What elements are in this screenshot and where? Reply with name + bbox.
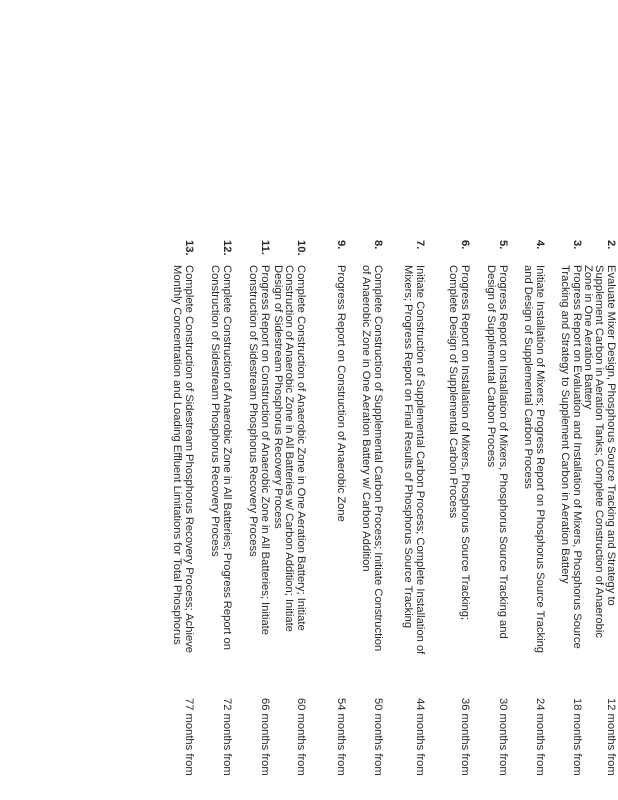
item-timeframe: 54 months from — [335, 698, 347, 776]
item-description: Complete Construction of Anaerobic Zone in One Aeration Battery; Initiate Construction of Anaerobic Zone in All Batteries w/ Carbon Addition; Initiate Design of Sidestream Phosphorus Recovery Process — [271, 265, 307, 632]
item-description: Progress Report on Construction of Anaerobic Zone in All Batteries; Initiate Construction of Sidestream Phosphorus Recovery Process — [247, 265, 271, 636]
item-number: 5. — [497, 240, 509, 250]
item-number: 9. — [335, 240, 347, 250]
item-description: Complete Construction of Sidestream Phosphorus Recovery Process; Achieve Monthly Concentration and Loading Effluent Limitations for Total Phosphorus — [171, 265, 195, 654]
item-number: 3. — [571, 240, 583, 250]
item-description: Complete Construction of Anaerobic Zone in All Batteries; Progress Report on Construction of Sidestream Phosphorus Recovery Process — [209, 265, 233, 650]
item-description: Complete Construction of Supplemental Carbon Process; Initiate Construction of Anaerobic Zone in One Aeration Battery w/ Carbon Addition — [360, 265, 384, 652]
item-timeframe: 30 months from — [497, 698, 509, 776]
item-number: 13. — [183, 240, 195, 256]
item-timeframe: 77 months from — [183, 698, 195, 776]
item-number: 2. — [605, 240, 617, 250]
item-timeframe: 50 months from — [372, 698, 384, 776]
item-number: 10. — [295, 240, 307, 256]
item-timeframe: 60 months from — [295, 698, 307, 776]
item-number: 12. — [221, 240, 233, 256]
item-timeframe: 36 months from — [459, 698, 471, 776]
item-description: Progress Report on Evaluation and Installation of Mixers, Phosphorus Source Tracking and Strategy to Supplement Carbon in Aeration Battery — [559, 265, 583, 649]
item-description: Initiate Construction of Supplemental Carbon Process; Complete Installation of Mixers; Progress Report on Final Results of Phosphorus Source Tracking — [402, 265, 426, 655]
item-timeframe: 66 months from — [259, 698, 271, 776]
item-description: Progress Report on Installation of Mixers, Phosphorus Source Tracking; Complete Design of Supplemental Carbon Process — [447, 265, 471, 621]
item-timeframe: 44 months from — [414, 698, 426, 776]
item-number: 11. — [259, 240, 271, 255]
item-number: 4. — [534, 240, 546, 250]
item-description: Initiate Installation of Mixers; Progress Report on Phosphorus Source Tracking and Design of Supplemental Carbon Process — [522, 265, 546, 654]
item-number: 7. — [414, 240, 426, 250]
item-timeframe: 24 months from — [534, 698, 546, 776]
item-timeframe: 12 months from — [605, 698, 617, 776]
item-description: Progress Report on Construction of Anaerobic Zone — [335, 265, 347, 522]
item-description: Evaluate Mixer Design, Phosphorus Source Tracking and Strategy to Supplement Carbon in Aeration Tanks; Complete Construction of Anaerobic Zone in One Aeration Battery — [581, 265, 617, 638]
item-timeframe: 72 months from — [221, 698, 233, 776]
item-description: Progress Report on Installation of Mixers, Phosphorus Source Tracking and Design of Supplemental Carbon Process — [485, 265, 509, 639]
item-number: 8. — [372, 240, 384, 250]
item-number: 6. — [459, 240, 471, 250]
item-timeframe: 18 months from — [571, 698, 583, 776]
